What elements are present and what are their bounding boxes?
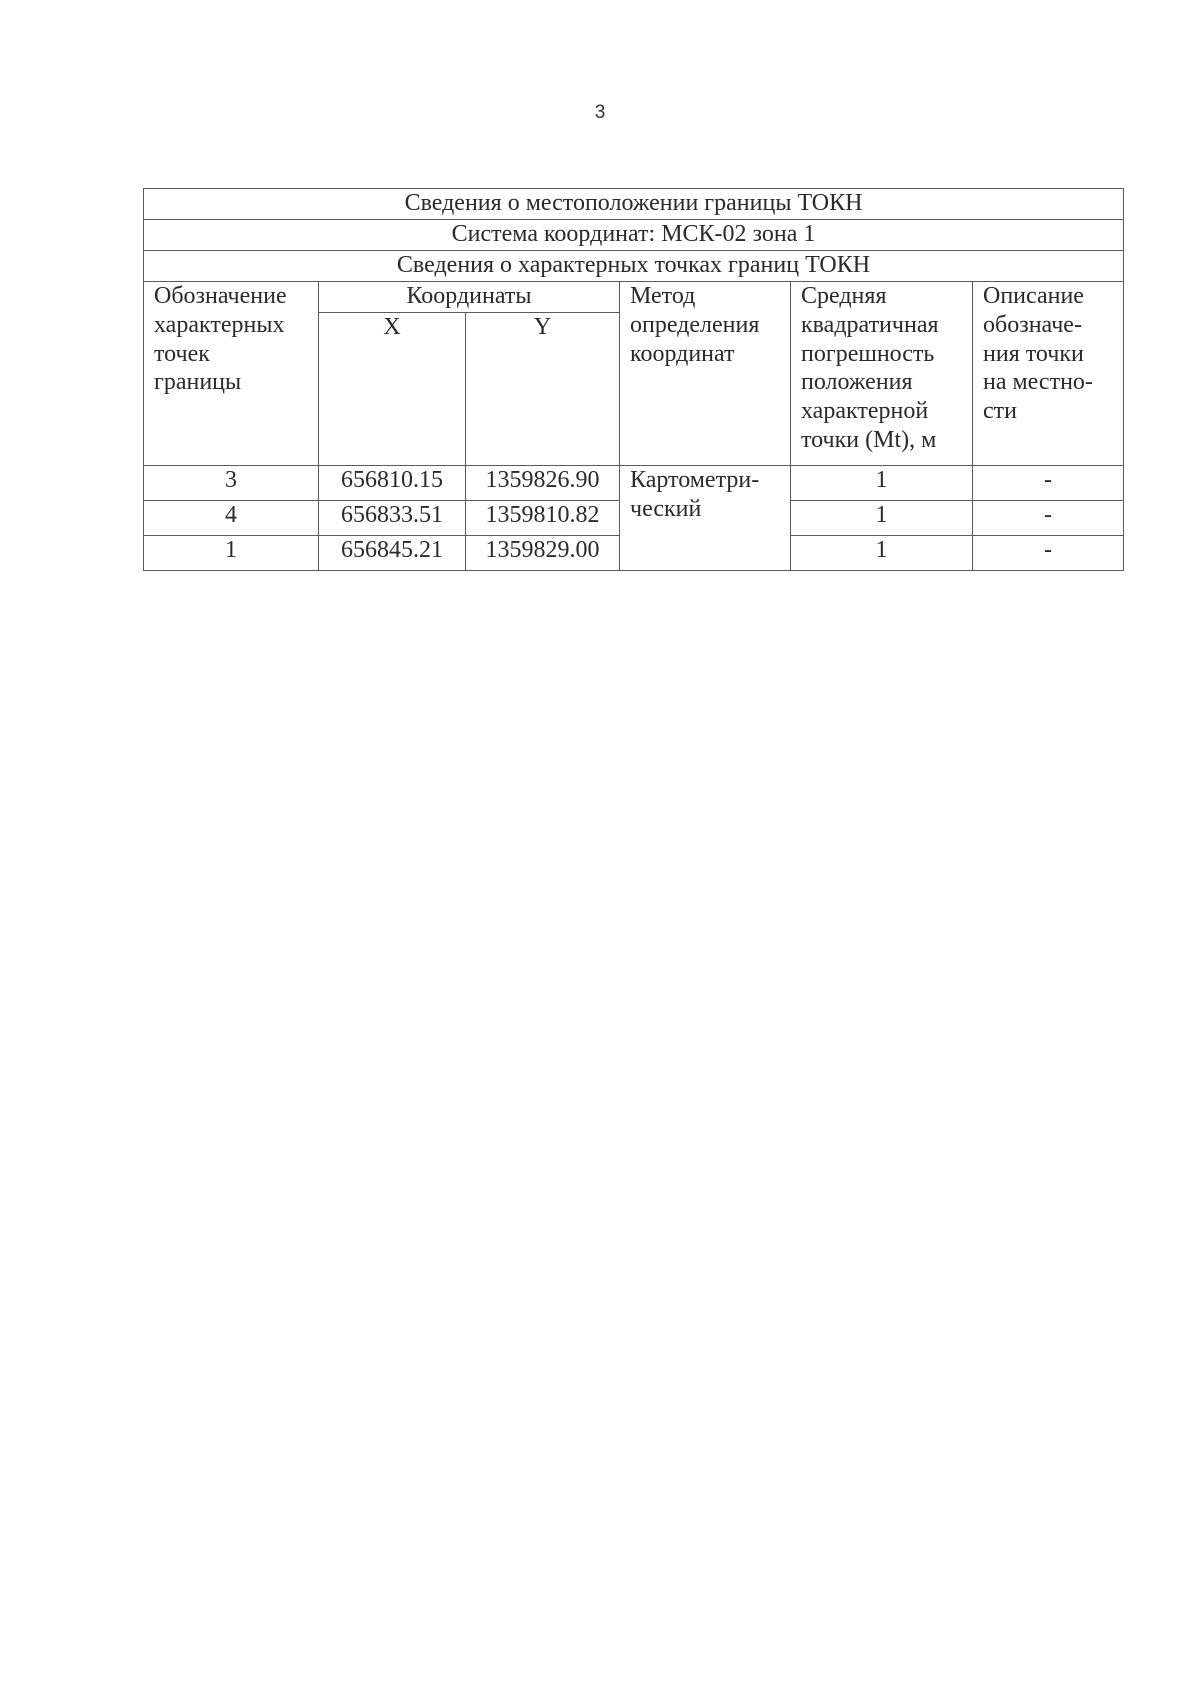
cell-error: 1 xyxy=(791,501,973,536)
boundary-table xyxy=(143,188,1124,571)
table-subtitle-row xyxy=(144,251,1124,282)
cell-y: 1359826.90 xyxy=(466,466,620,501)
cell-x: 656845.21 xyxy=(319,536,466,571)
page-number: 3 xyxy=(594,102,606,123)
header-y: Y xyxy=(466,313,620,466)
header-row xyxy=(144,282,1124,313)
header-error xyxy=(791,282,973,466)
cell-description: - xyxy=(973,536,1124,571)
cell-description: - xyxy=(973,466,1124,501)
table-subtitle: Сведения о характерных точках границ ТОКН xyxy=(144,251,1124,282)
cell-error: 1 xyxy=(791,536,973,571)
cell-method-label: Картометри- ческий xyxy=(630,467,760,522)
table-row xyxy=(144,466,1124,501)
cell-error: 1 xyxy=(791,466,973,501)
table-title: Сведения о местоположении границы ТОКН xyxy=(144,189,1124,220)
cell-point: 4 xyxy=(144,501,319,536)
header-description-label: Описание обозначе- ния точки на местно- сти xyxy=(983,283,1093,425)
cell-y: 1359829.00 xyxy=(466,536,620,571)
cell-description: - xyxy=(973,501,1124,536)
header-method xyxy=(620,282,791,466)
header-coordinates: Координаты xyxy=(319,282,620,313)
cell-method xyxy=(620,466,791,571)
header-error-label: Средняя квадратичная погрешность положения характерной точки (Mt), м xyxy=(801,283,939,453)
cell-point: 1 xyxy=(144,536,319,571)
coordinate-system-row xyxy=(144,220,1124,251)
header-point-label: Обозначение характерных точек границы xyxy=(154,283,287,396)
cell-x: 656810.15 xyxy=(319,466,466,501)
cell-x: 656833.51 xyxy=(319,501,466,536)
header-x: X xyxy=(319,313,466,466)
cell-y: 1359810.82 xyxy=(466,501,620,536)
header-description xyxy=(973,282,1124,466)
header-method-label: Метод определения координат xyxy=(630,283,760,367)
header-point xyxy=(144,282,319,466)
coordinate-system: Система координат: МСК-02 зона 1 xyxy=(144,220,1124,251)
cell-point: 3 xyxy=(144,466,319,501)
table-title-row xyxy=(144,189,1124,220)
